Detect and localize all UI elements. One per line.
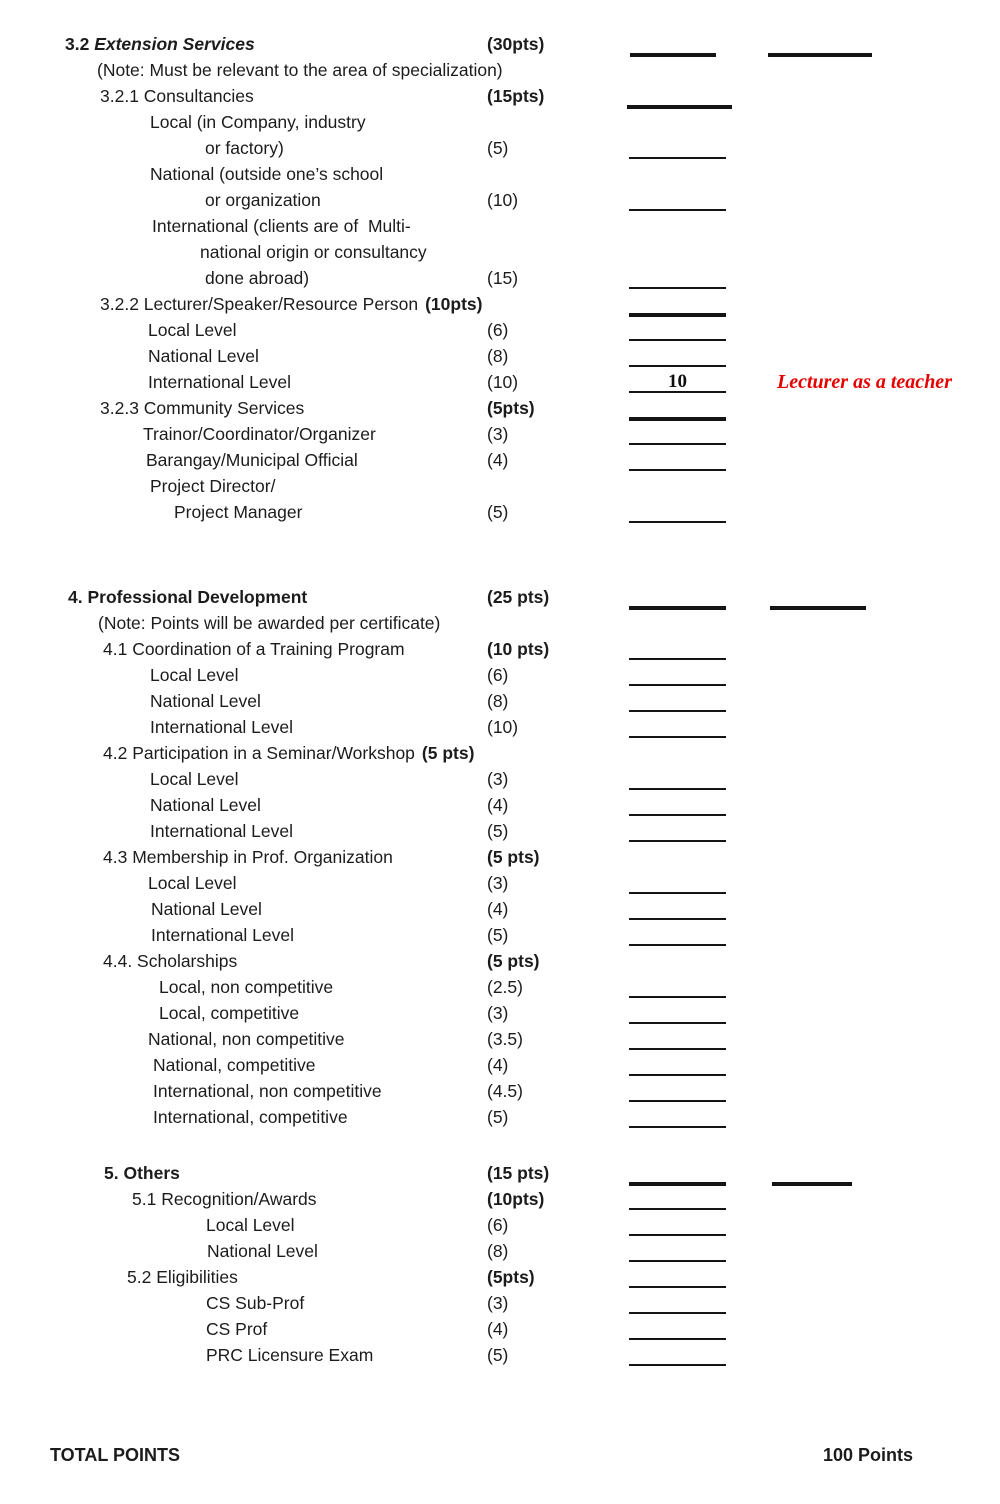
- score-value: 10: [668, 371, 687, 392]
- form-row: [0, 690, 1000, 716]
- form-row: [0, 189, 1000, 215]
- row-label-group: [150, 794, 261, 816]
- row-label: 5. Others: [104, 1163, 180, 1183]
- form-row: [0, 163, 1000, 189]
- score-blank: [629, 1269, 726, 1288]
- row-points: (5 pts): [487, 847, 540, 867]
- row-label: 4.4. Scholarships: [103, 951, 238, 971]
- score-blank: [629, 979, 726, 998]
- row-points: (5): [487, 138, 509, 158]
- row-points: (5): [487, 821, 509, 841]
- row-points: (10): [487, 190, 519, 210]
- row-label-group: [206, 1214, 295, 1236]
- row-label-group: [143, 423, 376, 445]
- score-blank: [629, 641, 726, 660]
- row-label: 5.1 Recognition/Awards: [132, 1189, 317, 1209]
- form-row: [0, 846, 1000, 872]
- form-row: [0, 1318, 1000, 1344]
- row-points: (8): [487, 691, 509, 711]
- form-row: [0, 976, 1000, 1002]
- row-label-group: [150, 820, 293, 842]
- row-label-group: [159, 1002, 299, 1024]
- form-row: [0, 1106, 1000, 1132]
- row-points: (5): [487, 1345, 509, 1365]
- form-row: [0, 1344, 1000, 1370]
- row-points: (4): [487, 795, 509, 815]
- row-label-group: [146, 449, 358, 471]
- row-label: National, non competitive: [148, 1029, 345, 1049]
- score-blank: [630, 35, 716, 57]
- row-label: International Level: [150, 821, 294, 841]
- row-label: International Level: [150, 717, 294, 737]
- form-row: [0, 716, 1000, 742]
- form-row: [0, 501, 1000, 527]
- row-label: 3.2.3 Community Services: [100, 398, 305, 418]
- row-points: (6): [487, 320, 509, 340]
- row-label-group: [100, 85, 254, 107]
- row-label: done abroad): [205, 268, 310, 288]
- row-label-group: [205, 267, 309, 289]
- row-label: 3.2.1 Consultancies: [100, 86, 254, 106]
- form-row: [0, 612, 1000, 638]
- row-points: (4): [487, 450, 509, 470]
- row-points: (10): [487, 372, 519, 392]
- form-row: [0, 293, 1000, 319]
- form-row: [0, 371, 1000, 397]
- score-blank: [629, 1243, 726, 1262]
- row-label-group: [100, 397, 304, 419]
- row-label-group: [153, 1080, 382, 1102]
- row-label-group: [148, 872, 237, 894]
- score-blank: [629, 1321, 726, 1340]
- form-row: [0, 794, 1000, 820]
- score-blank: [629, 140, 726, 159]
- row-label: National Level: [207, 1241, 318, 1261]
- row-label: National Level: [150, 691, 261, 711]
- row-label-group: [100, 293, 482, 315]
- row-label-group: [68, 586, 307, 608]
- row-points: (5): [487, 502, 509, 522]
- score-blank: [629, 1031, 726, 1050]
- row-label: National Level: [150, 795, 261, 815]
- row-points: (3.5): [487, 1029, 523, 1049]
- row-label: Trainor/Coordinator/Organizer: [143, 424, 376, 444]
- row-label: Project Manager: [174, 502, 303, 522]
- row-points: (6): [487, 1215, 509, 1235]
- row-label: CS Sub-Prof: [206, 1293, 305, 1313]
- row-label-group: [150, 475, 275, 497]
- form-row: [0, 872, 1000, 898]
- row-label: National, competitive: [153, 1055, 316, 1075]
- form-row: [0, 85, 1000, 111]
- score-blank-secondary: [768, 35, 872, 57]
- row-label-group: [103, 742, 474, 764]
- row-label: CS Prof: [206, 1319, 268, 1339]
- row-points: (8): [487, 346, 509, 366]
- score-blank: [629, 667, 726, 686]
- row-label-group: [150, 163, 383, 185]
- row-label: Local Level: [148, 873, 237, 893]
- row-label: 4.3 Membership in Prof. Organization: [103, 847, 393, 867]
- score-blank: [629, 771, 726, 790]
- form-row: [0, 319, 1000, 345]
- row-label-group: [206, 1292, 304, 1314]
- annotation-remark: Lecturer as a teacher: [777, 371, 952, 393]
- row-label-group: [151, 924, 294, 946]
- row-label: National (outside one’s school: [150, 164, 384, 184]
- row-points: (5 pts): [421, 743, 475, 763]
- row-label: national origin or consultancy: [200, 242, 427, 262]
- row-points: (5pts): [487, 398, 535, 418]
- score-blank: [629, 719, 726, 738]
- form-row: [0, 1240, 1000, 1266]
- row-points: (5pts): [487, 1267, 535, 1287]
- row-label-group: [205, 189, 321, 211]
- form-row: [0, 1002, 1000, 1028]
- form-row: [0, 950, 1000, 976]
- form-row: [0, 241, 1000, 267]
- form-row: [0, 1162, 1000, 1188]
- score-blank: [627, 87, 732, 109]
- row-label: Barangay/Municipal Official: [146, 450, 358, 470]
- score-blank: [629, 1295, 726, 1314]
- score-blank: [629, 693, 726, 712]
- form-row: [0, 345, 1000, 371]
- row-label-group: [153, 1106, 348, 1128]
- form-row: [0, 1080, 1000, 1106]
- score-blank: [629, 348, 726, 367]
- form-row: [0, 1292, 1000, 1318]
- row-label-secondary: Extension Services: [89, 34, 255, 54]
- form-row: [0, 820, 1000, 846]
- score-blank: [629, 399, 726, 421]
- row-label-group: [148, 319, 237, 341]
- row-label: (Note: Points will be awarded per certificate): [98, 613, 441, 633]
- row-label: International Level: [148, 372, 292, 392]
- row-label: 3.2.2 Lecturer/Speaker/Resource Person: [100, 294, 419, 314]
- row-points: (3): [487, 769, 509, 789]
- row-points: (3): [487, 1293, 509, 1313]
- row-label: 4. Professional Development: [68, 587, 308, 607]
- row-points: (10 pts): [487, 639, 550, 659]
- row-label: National Level: [151, 899, 262, 919]
- row-points: (10pts): [425, 294, 483, 314]
- form-row: [0, 1028, 1000, 1054]
- row-points: (15 pts): [487, 1163, 550, 1183]
- row-label: 5.2 Eligibilities: [127, 1267, 238, 1287]
- row-label-group: [150, 664, 239, 686]
- row-label: Local Level: [206, 1215, 295, 1235]
- score-blank: [629, 504, 726, 523]
- row-points: (4): [487, 1055, 509, 1075]
- row-points: (30pts): [487, 34, 545, 54]
- score-blank: [629, 927, 726, 946]
- form-row: [0, 768, 1000, 794]
- row-label-group: [159, 976, 333, 998]
- row-label-group: [200, 241, 427, 263]
- row-label: International, competitive: [153, 1107, 348, 1127]
- row-label-group: [132, 1188, 317, 1210]
- score-blank: [629, 901, 726, 920]
- form-row: [0, 475, 1000, 501]
- score-blank: [629, 1109, 726, 1128]
- row-label: or organization: [205, 190, 321, 210]
- score-blank: [629, 452, 726, 471]
- form-row: [0, 33, 1000, 59]
- row-points: (3): [487, 1003, 509, 1023]
- score-blank-secondary: [772, 1164, 852, 1186]
- score-blank: [629, 1005, 726, 1024]
- row-label-group: [207, 1240, 318, 1262]
- row-label: (Note: Must be relevant to the area of specialization): [97, 60, 503, 80]
- row-label-group: [206, 1318, 267, 1340]
- row-label: Local, competitive: [159, 1003, 300, 1023]
- score-blank: [629, 1083, 726, 1102]
- row-label-group: [150, 716, 293, 738]
- row-points: (5): [487, 925, 509, 945]
- row-points: (3): [487, 873, 509, 893]
- form-row: [0, 423, 1000, 449]
- form-row: [0, 1054, 1000, 1080]
- row-label: Local, non competitive: [159, 977, 334, 997]
- form-row: [0, 111, 1000, 137]
- row-label: Local Level: [148, 320, 237, 340]
- form-row: [0, 898, 1000, 924]
- row-label: Local Level: [150, 769, 239, 789]
- row-points: (15pts): [487, 86, 545, 106]
- form-row: [0, 397, 1000, 423]
- row-label-group: [103, 638, 405, 660]
- row-label-group: [206, 1344, 373, 1366]
- form-row: [0, 267, 1000, 293]
- total-points-label: TOTAL POINTS: [50, 1445, 181, 1465]
- score-blank: [629, 270, 726, 289]
- row-points: (4): [487, 1319, 509, 1339]
- row-points: (10pts): [487, 1189, 545, 1209]
- form-row: [0, 586, 1000, 612]
- row-label: International (clients are of Multi-: [152, 216, 411, 236]
- row-label-group: [148, 371, 291, 393]
- row-label: 4.1 Coordination of a Training Program: [103, 639, 405, 659]
- row-points: (15): [487, 268, 519, 288]
- row-label-group: [150, 111, 366, 133]
- row-points: (4.5): [487, 1081, 523, 1101]
- form-row: [0, 664, 1000, 690]
- form-row: [0, 215, 1000, 241]
- row-label-group: [127, 1266, 238, 1288]
- row-label-group: [151, 898, 262, 920]
- row-label: 4.2 Participation in a Seminar/Workshop: [103, 743, 415, 763]
- row-points: (4): [487, 899, 509, 919]
- score-blank: [629, 1164, 726, 1186]
- row-label: Local (in Company, industry: [150, 112, 366, 132]
- row-points: (5): [487, 1107, 509, 1127]
- score-blank: [629, 295, 726, 317]
- row-label-group: [103, 846, 393, 868]
- row-label-group: [97, 59, 503, 81]
- form-row: [0, 59, 1000, 85]
- score-blank: [629, 1057, 726, 1076]
- row-label-group: [148, 1028, 345, 1050]
- row-label: PRC Licensure Exam: [206, 1345, 374, 1365]
- row-label: National Level: [148, 346, 259, 366]
- form-row: [0, 1214, 1000, 1240]
- score-blank: [629, 192, 726, 211]
- row-label-group: [150, 768, 239, 790]
- row-label-group: [104, 1162, 180, 1184]
- score-blank-secondary: [770, 588, 866, 610]
- row-label-group: [205, 137, 284, 159]
- row-label: 3.2: [65, 34, 90, 54]
- form-row: [0, 449, 1000, 475]
- row-label: Local Level: [150, 665, 239, 685]
- row-points: (3): [487, 424, 509, 444]
- row-points: (5 pts): [487, 951, 540, 971]
- score-blank: [629, 823, 726, 842]
- row-points: (10): [487, 717, 519, 737]
- row-label-group: [152, 215, 411, 237]
- score-blank: [629, 588, 726, 610]
- row-label-group: [150, 690, 261, 712]
- row-label: Project Director/: [150, 476, 276, 496]
- row-points: (2.5): [487, 977, 523, 997]
- score-blank: [629, 426, 726, 445]
- row-label-group: [153, 1054, 315, 1076]
- row-points: (25 pts): [487, 587, 550, 607]
- row-label: International Level: [151, 925, 295, 945]
- row-label-group: [174, 501, 302, 523]
- row-label: International, non competitive: [153, 1081, 382, 1101]
- form-row: [0, 1266, 1000, 1292]
- score-blank: [629, 322, 726, 341]
- score-blank: [629, 797, 726, 816]
- row-label: or factory): [205, 138, 284, 158]
- row-label-group: [98, 612, 440, 634]
- total-points-value: 100 Points: [823, 1445, 914, 1465]
- score-blank: [629, 1347, 726, 1366]
- score-blank: [629, 875, 726, 894]
- score-blank: [629, 1217, 726, 1236]
- form-row: [0, 742, 1000, 768]
- row-points: (8): [487, 1241, 509, 1261]
- form-row: [0, 1188, 1000, 1214]
- score-blank: [629, 1191, 726, 1210]
- row-label-group: [148, 345, 259, 367]
- form-row: [0, 137, 1000, 163]
- form-row: [0, 924, 1000, 950]
- form-row: [0, 638, 1000, 664]
- row-label-group: [65, 33, 255, 55]
- row-label-group: [103, 950, 237, 972]
- row-points: (6): [487, 665, 509, 685]
